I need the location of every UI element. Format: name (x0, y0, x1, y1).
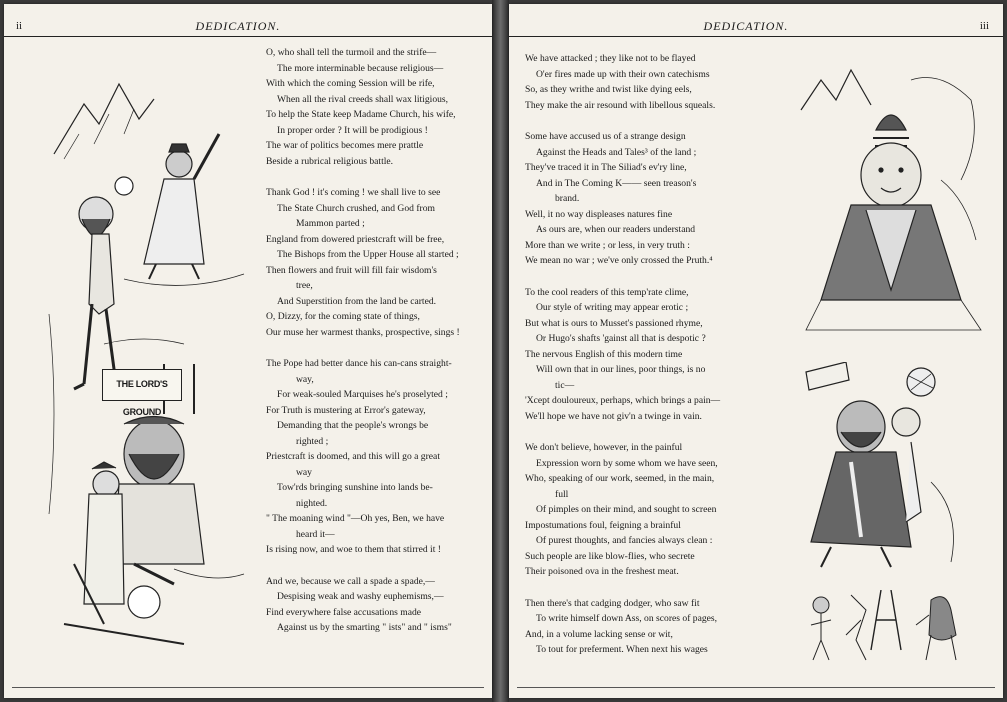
stanza (266, 45, 486, 169)
poem-line: Mammon parted ; (296, 218, 365, 229)
poem-line: To the cool readers of this temp'rate clime, (525, 286, 689, 298)
dancing-figures-illustration (791, 362, 991, 582)
poem-line: But what is ours to Musset's passioned rhyme, (525, 317, 703, 329)
poem-line: Our muse her warmest thanks, prospective, sings ! (266, 326, 460, 338)
stanza (266, 356, 486, 558)
poem-line: Then flowers and fruit will fill fair wisdom's (266, 264, 437, 276)
poem-line: Of pimples on their mind, and sought to screen (536, 504, 717, 515)
poem-line: Thank God ! it's coming ! we shall live to see (266, 187, 441, 198)
poem-line: For weak-souled Marquises he's proselyted ; (277, 389, 448, 400)
poem-line: Beside a rubrical religious battle. (266, 155, 394, 167)
left-page (4, 4, 492, 698)
running-head-title: DEDICATION. (195, 19, 281, 33)
poem-line: The nervous English of this modern time (525, 348, 683, 360)
poem-line: Or Hugo's shafts 'gainst all that is despotic ? (536, 333, 706, 344)
stanza (525, 285, 753, 425)
bottom-rule (12, 687, 484, 688)
poem-line: heard it— (296, 528, 335, 540)
poem-line: O'er fires made up with their own catechisms (536, 68, 710, 80)
poem-line: The Pope had better dance his can-cans straight- (266, 358, 452, 369)
book-gutter (492, 0, 509, 702)
running-head (509, 14, 1003, 37)
poem-line: Some have accused us of a strange design (525, 131, 686, 142)
page-number: ii (16, 20, 23, 32)
poem-line: 'Xcept douloureux, perhaps, which brings a pain— (525, 395, 721, 406)
poem-line: Demanding that the people's wrongs be (277, 420, 429, 431)
poem-line: As ours are, when our readers understand (536, 224, 696, 235)
poem-line: O, who shall tell the turmoil and the strife— (266, 47, 437, 58)
poem-text-column (525, 51, 753, 674)
poem-line: Well, it no way displeases natures fine (525, 208, 673, 220)
poem-line: To tout for preferment. When next his wages (536, 644, 708, 655)
poem-line: Their poisoned ova in the freshest meat. (525, 566, 679, 577)
poem-line: In proper order ? It will be prodigious ! (277, 124, 428, 136)
poem-line: They've traced it in The Siliad's ev'ry line, (525, 162, 687, 173)
poem-line: way (296, 466, 312, 478)
poem-line: Is rising now, and woe to them that stirred it ! (266, 544, 441, 555)
running-head (4, 14, 492, 37)
poem-line: And, in a volume lacking sense or wit, (525, 628, 673, 640)
stanza (266, 185, 486, 340)
poem-line: And Superstition from the land be carted. (277, 295, 437, 307)
poem-line: Tow'rds bringing sunshine into lands be- (277, 482, 433, 493)
poem-line: To help the State keep Madame Church, his wife, (266, 109, 456, 120)
poem-line: We'll hope we have not giv'n a twinge in vain. (525, 410, 702, 422)
poem-line: More than we write ; or less, in very truth : (525, 239, 690, 251)
poem-text-column (266, 45, 486, 652)
poem-line: Of purest thoughts, and fancies always clean : (536, 535, 713, 546)
poem-line: Against the Heads and Tales³ of the land ; (536, 146, 697, 158)
poem-line: Then there's that cadging dodger, who saw fit (525, 597, 700, 609)
stanza (266, 574, 486, 636)
poem-line: And we, because we call a spade a spade,— (266, 575, 435, 587)
poem-line: The State Church crushed, and God from (277, 202, 435, 214)
poem-line: " The moaning wind "—Oh yes, Ben, we have (266, 513, 445, 524)
poem-line: tic— (555, 379, 575, 391)
poem-line: We mean no war ; we've only crossed the Pruth.⁴ (525, 255, 713, 266)
poem-line: With which the coming Session will be rife, (266, 78, 435, 89)
poem-line: To write himself down Ass, on scores of pages, (536, 613, 718, 624)
poem-line: And in The Coming K—— seen treason's (536, 177, 697, 189)
poem-line: Priestcraft is doomed, and this will go a great (266, 451, 440, 462)
lords-ground-sign: THE LORD'S GROUND (102, 369, 182, 401)
poem-line: So, as they writhe and twist like dying eels, (525, 84, 692, 95)
poem-line: way, (296, 373, 314, 385)
poem-line: When all the rival creeds shall wax litigious, (277, 93, 449, 105)
poem-line: nighted. (296, 497, 328, 509)
poem-line: brand. (555, 193, 580, 204)
poem-line: The more interminable because religious— (277, 62, 444, 74)
stanza (525, 129, 753, 269)
poem-line: full (555, 488, 569, 500)
pope-caricature-illustration (791, 60, 991, 360)
poem-line: Impostumations foul, feigning a brainful (525, 519, 681, 531)
poem-line: We don't believe, however, in the painful (525, 442, 683, 453)
right-page (509, 4, 1003, 698)
poem-line: tree, (296, 280, 313, 291)
poem-line: The war of politics becomes mere prattle (266, 140, 424, 151)
stanza (525, 596, 753, 658)
poem-line: Such people are like blow-flies, who secrete (525, 550, 695, 562)
small-figures-illustration (791, 590, 991, 670)
poem-line: Expression worn by some whom we have seen, (536, 457, 718, 469)
poem-line: Against us by the smarting " ists" and " isms" (277, 622, 452, 633)
stanza (525, 440, 753, 580)
poem-line: Find everywhere false accusations made (266, 606, 422, 618)
bottom-rule (517, 687, 995, 688)
poem-line: Our style of writing may appear erotic ; (536, 302, 689, 313)
poem-line: They make the air resound with libellous squeals. (525, 99, 716, 111)
poem-line: The Bishops from the Upper House all started ; (277, 249, 459, 260)
poem-line: Who, speaking of our work, seemed, in the main, (525, 473, 715, 484)
poem-line: Despising weak and washy euphemisms,— (277, 591, 444, 602)
poem-line: righted ; (296, 435, 329, 447)
poem-line: O, Dizzy, for the coming state of things, (266, 311, 420, 322)
poem-line: England from dowered priestcraft will be free, (266, 233, 445, 245)
stanza (525, 51, 753, 113)
cricket-caricature-illustration (44, 64, 264, 664)
running-head-title: DEDICATION. (703, 19, 789, 33)
poem-line: Will own that in our lines, poor things, is no (536, 364, 706, 375)
poem-line: For Truth is mustering at Error's gateway, (266, 404, 426, 416)
poem-line: We have attacked ; they like not to be flayed (525, 53, 696, 64)
page-number: iii (979, 20, 989, 32)
